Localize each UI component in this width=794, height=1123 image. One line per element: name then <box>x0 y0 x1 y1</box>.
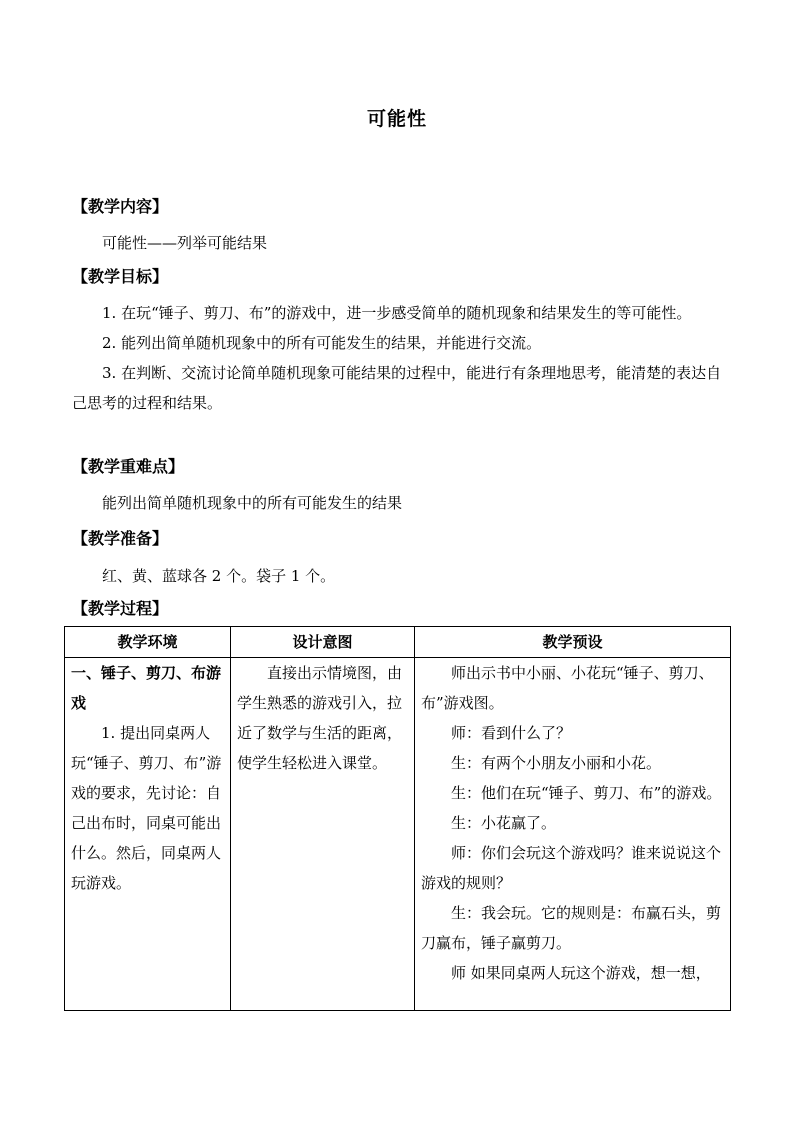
teaching-process-table <box>64 626 731 1011</box>
heading-key-points: 【教学重难点】 <box>72 457 185 476</box>
goal-item: 3. 在判断、交流讨论简单随机现象可能结果的过程中，能进行有条理地思考，能清楚的表达自己思考的过程和结果。 <box>72 364 722 412</box>
heading-teaching-process: 【教学过程】 <box>72 599 169 618</box>
teaching-goals-list <box>72 298 728 418</box>
plan-line: 生：小花赢了。 <box>451 814 557 832</box>
environment-text: 1. 提出同桌两人玩“锤子、剪刀、布”游戏的要求，先讨论：自己出布时，同桌可能出什么。然后，同桌两人玩游戏。 <box>71 724 222 892</box>
goal-item: 2. 能列出简单随机现象中的所有可能发生的结果，并能进行交流。 <box>102 334 542 352</box>
column-header-teaching-plan: 教学预设 <box>415 627 731 658</box>
document-title: 可能性 <box>366 108 427 130</box>
column-header-design-intent: 设计意图 <box>231 627 415 658</box>
environment-cell <box>65 658 231 1011</box>
plan-line: 师出示书中小丽、小花玩“锤子、剪刀、布”游戏图。 <box>421 664 714 712</box>
section-title: 一、锤子、剪刀、布游戏 <box>71 664 222 712</box>
preparation-text: 红、黄、蓝球各 2 个。袋子 1 个。 <box>102 567 336 585</box>
teaching-content-text: 可能性——列举可能结果 <box>102 234 268 252</box>
key-points-text: 能列出简单随机现象中的所有可能发生的结果 <box>102 494 403 512</box>
plan-line: 师 如果同桌两人玩这个游戏，想一想， <box>451 964 711 982</box>
teaching-plan-cell <box>415 658 731 1011</box>
plan-line: 生：有两个小朋友小丽和小花。 <box>451 754 662 772</box>
plan-line: 生：他们在玩“锤子、剪刀、布”的游戏。 <box>451 784 722 802</box>
heading-preparation: 【教学准备】 <box>72 529 169 548</box>
table-row <box>65 658 731 1011</box>
column-header-environment: 教学环境 <box>65 627 231 658</box>
plan-line: 师：你们会玩这个游戏吗？谁来说说这个游戏的规则？ <box>421 844 722 892</box>
design-intent-text: 直接出示情境图，由学生熟悉的游戏引入，拉近了数学与生活的距离，使学生轻松进入课堂。 <box>237 664 403 772</box>
plan-line: 师：看到什么了？ <box>451 724 572 742</box>
table-header-row <box>65 627 731 658</box>
heading-teaching-content: 【教学内容】 <box>72 197 169 216</box>
goal-item: 1. 在玩“锤子、剪刀、布”的游戏中，进一步感受简单的随机现象和结果发生的等可能性。 <box>102 304 692 322</box>
heading-teaching-goals: 【教学目标】 <box>72 267 169 286</box>
plan-line: 生：我会玩。它的规则是：布赢石头，剪刀赢布，锤子赢剪刀。 <box>421 904 722 952</box>
design-intent-cell <box>231 658 415 1011</box>
